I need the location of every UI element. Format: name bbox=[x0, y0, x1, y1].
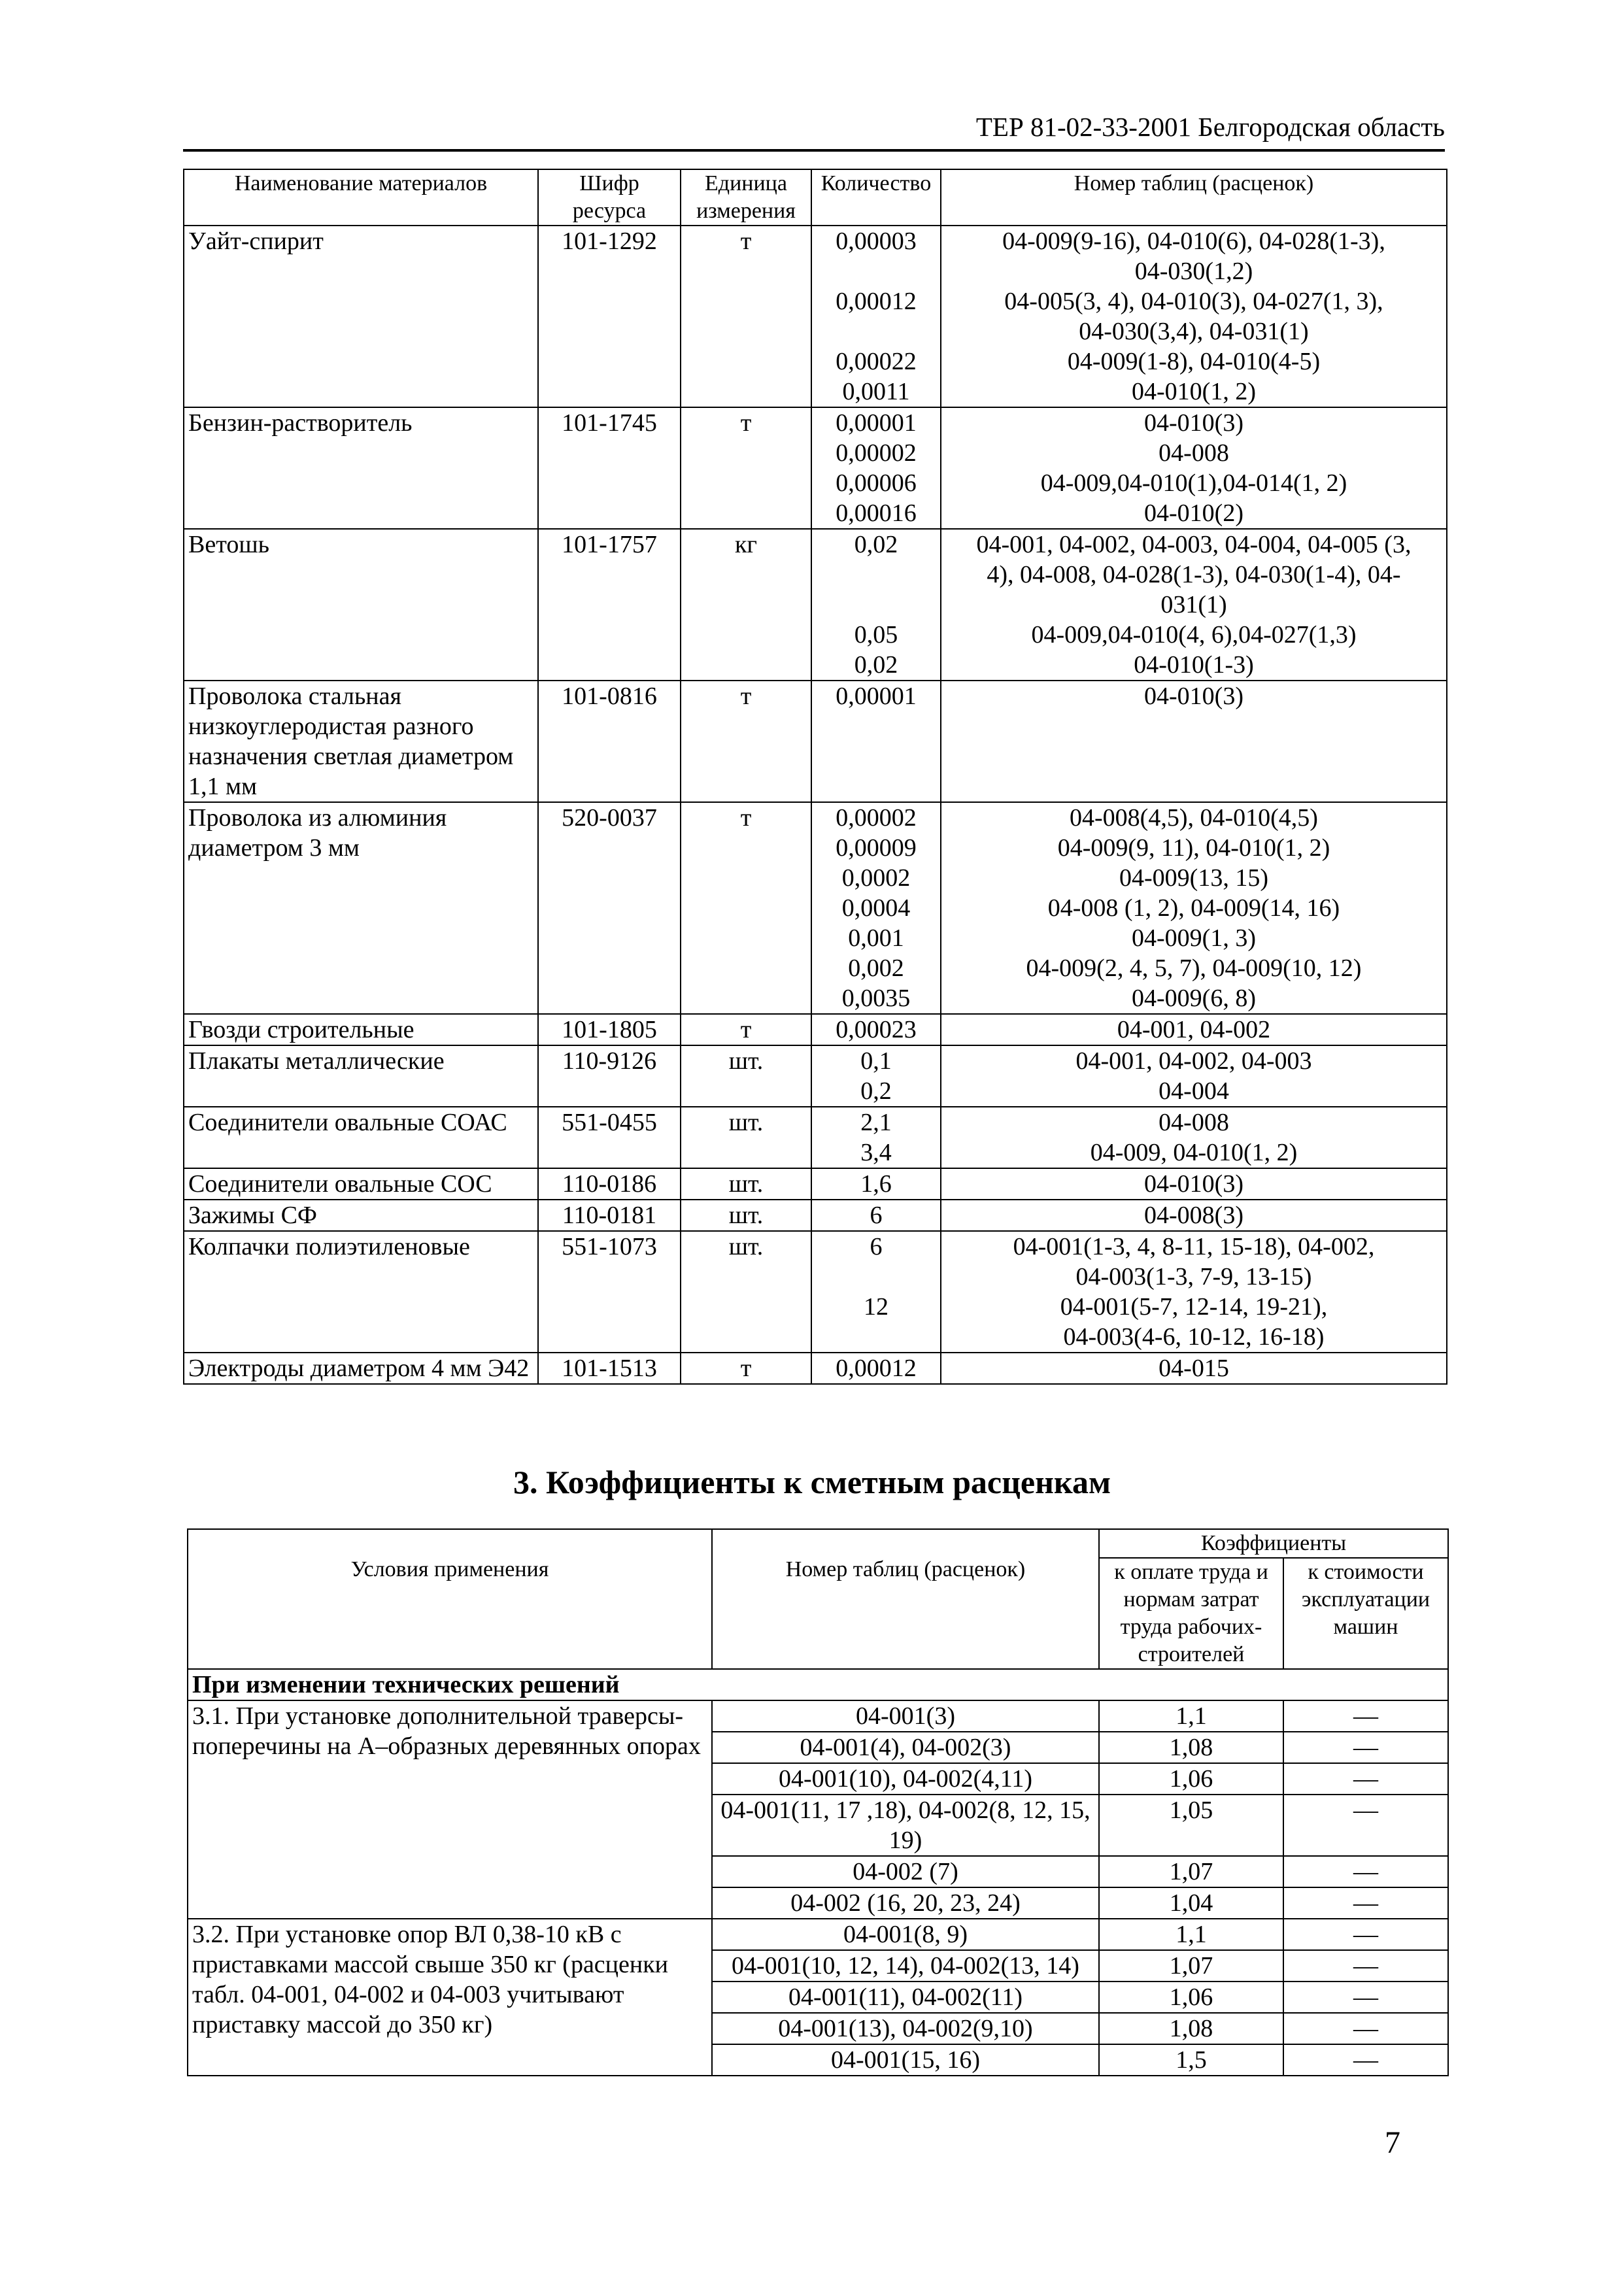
quantity-value: 0,0035 bbox=[841, 985, 911, 1012]
table-number-line: 04-001, 04-002 bbox=[1117, 1016, 1271, 1043]
unit: шт. bbox=[681, 1107, 811, 1168]
unit: т bbox=[681, 681, 811, 802]
quantity-value: 0,0011 bbox=[842, 378, 910, 405]
coef-machines-value: — bbox=[1283, 1856, 1448, 1887]
table-number-line: 04-001(1-3, 4, 8-11, 15-18), 04-002, bbox=[1013, 1233, 1375, 1260]
unit: т bbox=[681, 1353, 811, 1384]
quantity-value: 12 bbox=[864, 1293, 888, 1321]
resource-code: 520-0037 bbox=[538, 802, 681, 1014]
quantity-value bbox=[816, 560, 936, 590]
coef-labor-value: 1,07 bbox=[1099, 1950, 1283, 1982]
unit: т bbox=[681, 407, 811, 529]
material-name: Проволока стальная низкоуглеродистая разного назначения светлая диаметром 1,1 мм bbox=[184, 681, 538, 802]
material-row bbox=[184, 1168, 1447, 1200]
condition-text: 3.1. При установке дополнительной траверсы-поперечины на А–образных деревянных опорах bbox=[188, 1700, 712, 1919]
quantity-cell bbox=[811, 1045, 941, 1107]
coef-labor-value: 1,08 bbox=[1099, 2013, 1283, 2044]
table-number-line: 031(1) bbox=[1160, 591, 1227, 618]
material-name: Гвозди строительные bbox=[184, 1014, 538, 1045]
material-row bbox=[184, 1231, 1447, 1353]
quantity-value: 0,00003 bbox=[836, 228, 917, 255]
quantity-value bbox=[816, 590, 936, 620]
materials-table bbox=[183, 169, 1447, 1385]
col-header-table-numbers: Номер таблиц (расценок) bbox=[712, 1529, 1099, 1669]
quantity-value: 0,00012 bbox=[836, 288, 917, 315]
table-number-line: 04-010(3) bbox=[1144, 409, 1243, 437]
coef-labor-value: 1,06 bbox=[1099, 1982, 1283, 2013]
resource-code: 101-1805 bbox=[538, 1014, 681, 1045]
material-row bbox=[184, 407, 1447, 529]
material-row bbox=[184, 529, 1447, 681]
quantity-value: 0,02 bbox=[854, 651, 898, 679]
quantity-value bbox=[816, 316, 936, 346]
material-row bbox=[184, 802, 1447, 1014]
quantity-value: 6 bbox=[870, 1233, 883, 1260]
quantity-value: 1,6 bbox=[860, 1170, 892, 1198]
coefficient-row bbox=[188, 1700, 1448, 1732]
coef-table-numbers: 04-001(11), 04-002(11) bbox=[712, 1982, 1099, 2013]
quantity-value: 2,1 bbox=[860, 1109, 892, 1136]
coef-table-numbers: 04-001(4), 04-002(3) bbox=[712, 1732, 1099, 1763]
table-numbers-cell bbox=[941, 407, 1447, 529]
quantity-value bbox=[816, 256, 936, 286]
coef-machines-value: — bbox=[1283, 2044, 1448, 2076]
material-name: Соединители овальные СОАС bbox=[184, 1107, 538, 1168]
quantity-cell bbox=[811, 529, 941, 681]
coef-labor-value: 1,5 bbox=[1099, 2044, 1283, 2076]
coef-machines-value: — bbox=[1283, 1795, 1448, 1856]
table-number-line: 04-010(1, 2) bbox=[1132, 378, 1256, 405]
condition-text: 3.2. При установке опор ВЛ 0,38-10 кВ с приставками массой свыше 350 кг (расценки табл. 04-001, 04-002 и 04-003 учитывают приставку массой до 350 кг) bbox=[188, 1919, 712, 2076]
table-number-line: 04-010(3) bbox=[1144, 683, 1243, 710]
table-number-line: 04-008 bbox=[1159, 439, 1229, 467]
material-name: Уайт-спирит bbox=[184, 226, 538, 407]
coef-machines-value: — bbox=[1283, 1700, 1448, 1732]
table-number-line: 04-009(9, 11), 04-010(1, 2) bbox=[1057, 834, 1330, 862]
material-row bbox=[184, 1200, 1447, 1231]
resource-code: 101-1745 bbox=[538, 407, 681, 529]
table-numbers-cell bbox=[941, 1353, 1447, 1384]
material-row bbox=[184, 226, 1447, 407]
material-name: Проволока из алюминия диаметром 3 мм bbox=[184, 802, 538, 1014]
table-number-line: 04-009(9-16), 04-010(6), 04-028(1-3), bbox=[1002, 228, 1385, 255]
table-number-line: 04-008 bbox=[1159, 1109, 1229, 1136]
page-number: 7 bbox=[1385, 2125, 1400, 2160]
coefficients-table bbox=[187, 1528, 1449, 2076]
col-header-name: Наименование материалов bbox=[184, 169, 538, 226]
section-title: 3. Коэффициенты к сметным расценкам bbox=[513, 1464, 1111, 1500]
table-number-line: 04-009(1, 3) bbox=[1132, 924, 1256, 952]
group-heading: При изменении технических решений bbox=[188, 1669, 1448, 1700]
unit: шт. bbox=[681, 1231, 811, 1353]
unit: кг bbox=[681, 529, 811, 681]
coef-table-numbers: 04-001(8, 9) bbox=[712, 1919, 1099, 1950]
coef-labor-value: 1,08 bbox=[1099, 1732, 1283, 1763]
quantity-value: 0,00002 bbox=[836, 439, 917, 467]
quantity-value: 6 bbox=[870, 1202, 883, 1229]
quantity-value: 0,002 bbox=[848, 954, 904, 982]
col-header-coefficients: Коэффициенты bbox=[1099, 1529, 1448, 1558]
table-number-line: 04-010(3) bbox=[1144, 1170, 1243, 1198]
coef-table-numbers: 04-001(11, 17 ,18), 04-002(8, 12, 15, 19) bbox=[712, 1795, 1099, 1856]
quantity-value: 0,00012 bbox=[836, 1355, 917, 1382]
resource-code: 101-1757 bbox=[538, 529, 681, 681]
material-row bbox=[184, 1107, 1447, 1168]
table-numbers-cell bbox=[941, 226, 1447, 407]
quantity-cell bbox=[811, 1200, 941, 1231]
table-number-line: 04-009,04-010(1),04-014(1, 2) bbox=[1040, 469, 1347, 497]
col-header-machines: к стоимости эксплуатации машин bbox=[1283, 1558, 1448, 1669]
col-header-tables: Номер таблиц (расценок) bbox=[941, 169, 1447, 226]
quantity-value: 0,0004 bbox=[841, 894, 911, 922]
table-numbers-cell bbox=[941, 1045, 1447, 1107]
coef-labor-value: 1,06 bbox=[1099, 1763, 1283, 1795]
coef-machines-value: — bbox=[1283, 1732, 1448, 1763]
quantity-cell bbox=[811, 226, 941, 407]
table-number-line: 04-009(6, 8) bbox=[1132, 985, 1256, 1012]
table-number-line: 04-009(13, 15) bbox=[1119, 864, 1268, 892]
coef-labor-value: 1,04 bbox=[1099, 1887, 1283, 1919]
table-number-line: 04-009, 04-010(1, 2) bbox=[1090, 1139, 1298, 1166]
material-row bbox=[184, 681, 1447, 802]
col-header-conditions: Условия применения bbox=[188, 1529, 712, 1669]
table-numbers-cell bbox=[941, 529, 1447, 681]
quantity-cell bbox=[811, 1014, 941, 1045]
material-name: Электроды диаметром 4 мм Э42 bbox=[184, 1353, 538, 1384]
quantity-value: 0,00022 bbox=[836, 348, 917, 375]
unit: т bbox=[681, 802, 811, 1014]
coef-labor-value: 1,1 bbox=[1099, 1700, 1283, 1732]
quantity-value: 0,2 bbox=[860, 1077, 892, 1105]
table-numbers-cell bbox=[941, 681, 1447, 802]
material-name: Соединители овальные СОС bbox=[184, 1168, 538, 1200]
table-number-line: 04-008(4,5), 04-010(4,5) bbox=[1070, 804, 1318, 832]
table-number-line: 04-009(2, 4, 5, 7), 04-009(10, 12) bbox=[1026, 954, 1362, 982]
resource-code: 110-0186 bbox=[538, 1168, 681, 1200]
resource-code: 110-9126 bbox=[538, 1045, 681, 1107]
table-number-line: 04-030(3,4), 04-031(1) bbox=[1079, 318, 1309, 345]
table-number-line: 04-001(5-7, 12-14, 19-21), bbox=[1060, 1293, 1328, 1321]
coef-labor-value: 1,05 bbox=[1099, 1795, 1283, 1856]
coef-machines-value: — bbox=[1283, 1887, 1448, 1919]
resource-code: 551-1073 bbox=[538, 1231, 681, 1353]
coef-table-numbers: 04-002 (7) bbox=[712, 1856, 1099, 1887]
coef-machines-value: — bbox=[1283, 1982, 1448, 2013]
coef-machines-value: — bbox=[1283, 2013, 1448, 2044]
table-numbers-cell bbox=[941, 1107, 1447, 1168]
quantity-value: 0,001 bbox=[848, 924, 904, 952]
table-number-line: 04-010(1-3) bbox=[1134, 651, 1254, 679]
table-number-line: 04-008(3) bbox=[1144, 1202, 1243, 1229]
table-numbers-cell bbox=[941, 802, 1447, 1014]
col-header-labor: к оплате труда и нормам затрат труда рабочих-строителей bbox=[1099, 1558, 1283, 1669]
table-number-line: 04-030(1,2) bbox=[1134, 258, 1253, 285]
material-name: Зажимы СФ bbox=[184, 1200, 538, 1231]
coef-labor-value: 1,1 bbox=[1099, 1919, 1283, 1950]
coef-labor-value: 1,07 bbox=[1099, 1856, 1283, 1887]
quantity-value: 0,00001 bbox=[836, 683, 917, 710]
table-number-line: 04-005(3, 4), 04-010(3), 04-027(1, 3), bbox=[1004, 288, 1383, 315]
material-name: Плакаты металлические bbox=[184, 1045, 538, 1107]
quantity-value: 0,00023 bbox=[836, 1016, 917, 1043]
quantity-value: 0,1 bbox=[860, 1047, 892, 1075]
table-number-line: 04-001, 04-002, 04-003 bbox=[1075, 1047, 1312, 1075]
quantity-cell bbox=[811, 802, 941, 1014]
materials-header-row bbox=[184, 169, 1447, 226]
coef-table-numbers: 04-001(10), 04-002(4,11) bbox=[712, 1763, 1099, 1795]
quantity-value: 0,02 bbox=[854, 531, 898, 558]
resource-code: 551-0455 bbox=[538, 1107, 681, 1168]
unit: шт. bbox=[681, 1200, 811, 1231]
coef-machines-value: — bbox=[1283, 1763, 1448, 1795]
unit: шт. bbox=[681, 1045, 811, 1107]
quantity-value: 0,0002 bbox=[841, 864, 911, 892]
quantity-value: 3,4 bbox=[860, 1139, 892, 1166]
unit: т bbox=[681, 226, 811, 407]
document-title: ТЕР 81-02-33-2001 Белгородская область bbox=[975, 112, 1445, 142]
quantity-cell bbox=[811, 1107, 941, 1168]
table-number-line: 04-008 (1, 2), 04-009(14, 16) bbox=[1047, 894, 1340, 922]
coef-table-numbers: 04-002 (16, 20, 23, 24) bbox=[712, 1887, 1099, 1919]
table-number-line: 04-003(1-3, 7-9, 13-15) bbox=[1075, 1263, 1312, 1290]
quantity-cell bbox=[811, 407, 941, 529]
table-number-line: 04-004 bbox=[1159, 1077, 1229, 1105]
quantity-value: 0,00009 bbox=[836, 834, 917, 862]
table-numbers-cell bbox=[941, 1014, 1447, 1045]
material-name: Колпачки полиэтиленовые bbox=[184, 1231, 538, 1353]
table-numbers-cell bbox=[941, 1200, 1447, 1231]
table-number-line: 04-003(4-6, 10-12, 16-18) bbox=[1063, 1323, 1325, 1351]
quantity-value: 0,00002 bbox=[836, 804, 917, 832]
resource-code: 101-1513 bbox=[538, 1353, 681, 1384]
col-header-qty: Количество bbox=[811, 169, 941, 226]
quantity-cell bbox=[811, 1168, 941, 1200]
coef-table-numbers: 04-001(10, 12, 14), 04-002(13, 14) bbox=[712, 1950, 1099, 1982]
table-number-line: 04-010(2) bbox=[1144, 499, 1243, 527]
page-header bbox=[183, 110, 1445, 152]
material-row bbox=[184, 1353, 1447, 1384]
unit: шт. bbox=[681, 1168, 811, 1200]
resource-code: 101-1292 bbox=[538, 226, 681, 407]
table-numbers-cell bbox=[941, 1231, 1447, 1353]
material-row bbox=[184, 1045, 1447, 1107]
material-name: Ветошь bbox=[184, 529, 538, 681]
quantity-cell bbox=[811, 681, 941, 802]
table-number-line: 04-009(1-8), 04-010(4-5) bbox=[1067, 348, 1321, 375]
quantity-value bbox=[816, 1322, 936, 1352]
quantity-value bbox=[816, 1262, 936, 1292]
material-row bbox=[184, 1014, 1447, 1045]
coef-machines-value: — bbox=[1283, 1950, 1448, 1982]
table-number-line: 04-009,04-010(4, 6),04-027(1,3) bbox=[1031, 621, 1357, 649]
coef-table-numbers: 04-001(13), 04-002(9,10) bbox=[712, 2013, 1099, 2044]
quantity-value: 0,00001 bbox=[836, 409, 917, 437]
coef-machines-value: — bbox=[1283, 1919, 1448, 1950]
quantity-value: 0,00016 bbox=[836, 499, 917, 527]
col-header-code: Шифр ресурса bbox=[538, 169, 681, 226]
material-name: Бензин-растворитель bbox=[184, 407, 538, 529]
coefficient-row bbox=[188, 1919, 1448, 1950]
coef-table-numbers: 04-001(3) bbox=[712, 1700, 1099, 1732]
table-number-line: 4), 04-008, 04-028(1-3), 04-030(1-4), 04- bbox=[987, 561, 1401, 588]
quantity-cell bbox=[811, 1353, 941, 1384]
quantity-value: 0,05 bbox=[854, 621, 898, 649]
resource-code: 110-0181 bbox=[538, 1200, 681, 1231]
table-number-line: 04-001, 04-002, 04-003, 04-004, 04-005 (3, bbox=[976, 531, 1412, 558]
quantity-cell bbox=[811, 1231, 941, 1353]
quantity-value: 0,00006 bbox=[836, 469, 917, 497]
unit: т bbox=[681, 1014, 811, 1045]
coef-table-numbers: 04-001(15, 16) bbox=[712, 2044, 1099, 2076]
table-numbers-cell bbox=[941, 1168, 1447, 1200]
resource-code: 101-0816 bbox=[538, 681, 681, 802]
col-header-unit: Единица измерения bbox=[681, 169, 811, 226]
table-number-line: 04-015 bbox=[1159, 1355, 1229, 1382]
